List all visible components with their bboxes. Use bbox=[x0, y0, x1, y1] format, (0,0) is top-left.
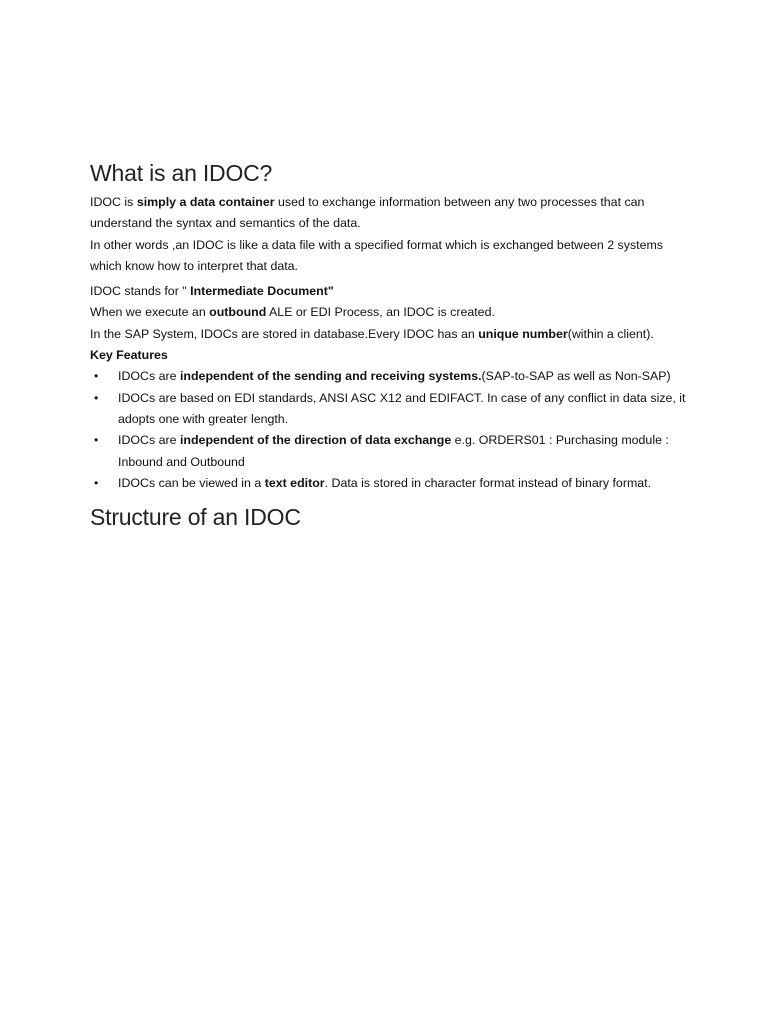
text-run: . Data is stored in character format instead of binary format. bbox=[324, 475, 652, 490]
list-item bbox=[90, 366, 690, 387]
bold-text: unique number bbox=[478, 326, 568, 341]
key-features-label: Key Features bbox=[90, 348, 168, 363]
bold-text: independent of the sending and receiving systems. bbox=[179, 369, 482, 384]
heading-what-is-idoc: What is an IDOC? bbox=[90, 160, 273, 186]
heading-structure-of-idoc: Structure of an IDOC bbox=[90, 504, 301, 531]
text-run: IDOC stands for " bbox=[90, 284, 191, 299]
paragraph-sap-system bbox=[90, 324, 690, 345]
document-content bbox=[90, 158, 690, 532]
bold-text: independent of the direction of data exchange bbox=[179, 433, 452, 448]
text-run: (within a client). bbox=[567, 326, 654, 341]
text-run: IDOCs are based on EDI standards, ANSI ASC X12 and EDIFACT. In case of any conflict in data size, it adopts one with greater length. bbox=[118, 390, 686, 426]
bold-text: text editor bbox=[264, 475, 325, 490]
bullet-icon: • bbox=[94, 433, 99, 448]
paragraph-outbound bbox=[90, 302, 690, 323]
text-run: IDOCs are bbox=[118, 369, 180, 384]
paragraph-idoc-definition bbox=[90, 192, 690, 235]
bold-text: simply a data container bbox=[136, 195, 275, 209]
text-run: IDOC is bbox=[90, 195, 137, 209]
bullet-icon: • bbox=[94, 390, 99, 405]
text-run: e.g. ORDERS01 : Purchasing module : Inbound and Outbound bbox=[118, 433, 669, 469]
text-run: ALE or EDI Process, an IDOC is created. bbox=[266, 305, 495, 320]
text-run: (SAP-to-SAP as well as Non-SAP) bbox=[481, 369, 671, 384]
paragraph-other-words: In other words ,an IDOC is like a data file with a specified format which is exchanged between 2 systems which know how to interpret that data. bbox=[90, 237, 663, 273]
bullet-icon: • bbox=[94, 369, 99, 384]
bold-text: Intermediate Document" bbox=[190, 284, 334, 299]
text-run: When we execute an bbox=[90, 305, 210, 320]
text-run: IDOCs can be viewed in a bbox=[118, 475, 265, 490]
list-item bbox=[90, 473, 690, 494]
key-features-list bbox=[90, 366, 690, 494]
bold-text: outbound bbox=[209, 305, 267, 320]
text-run: used to exchange information between any two processes that can understand the syntax and semantics of the data. bbox=[90, 195, 645, 231]
bullet-icon: • bbox=[94, 475, 99, 490]
list-item bbox=[90, 388, 690, 431]
text-run: IDOCs are bbox=[118, 433, 180, 448]
text-run: In the SAP System, IDOCs are stored in database.Every IDOC has an bbox=[90, 326, 479, 341]
list-item bbox=[90, 430, 690, 473]
paragraph-stands-for bbox=[90, 281, 690, 302]
